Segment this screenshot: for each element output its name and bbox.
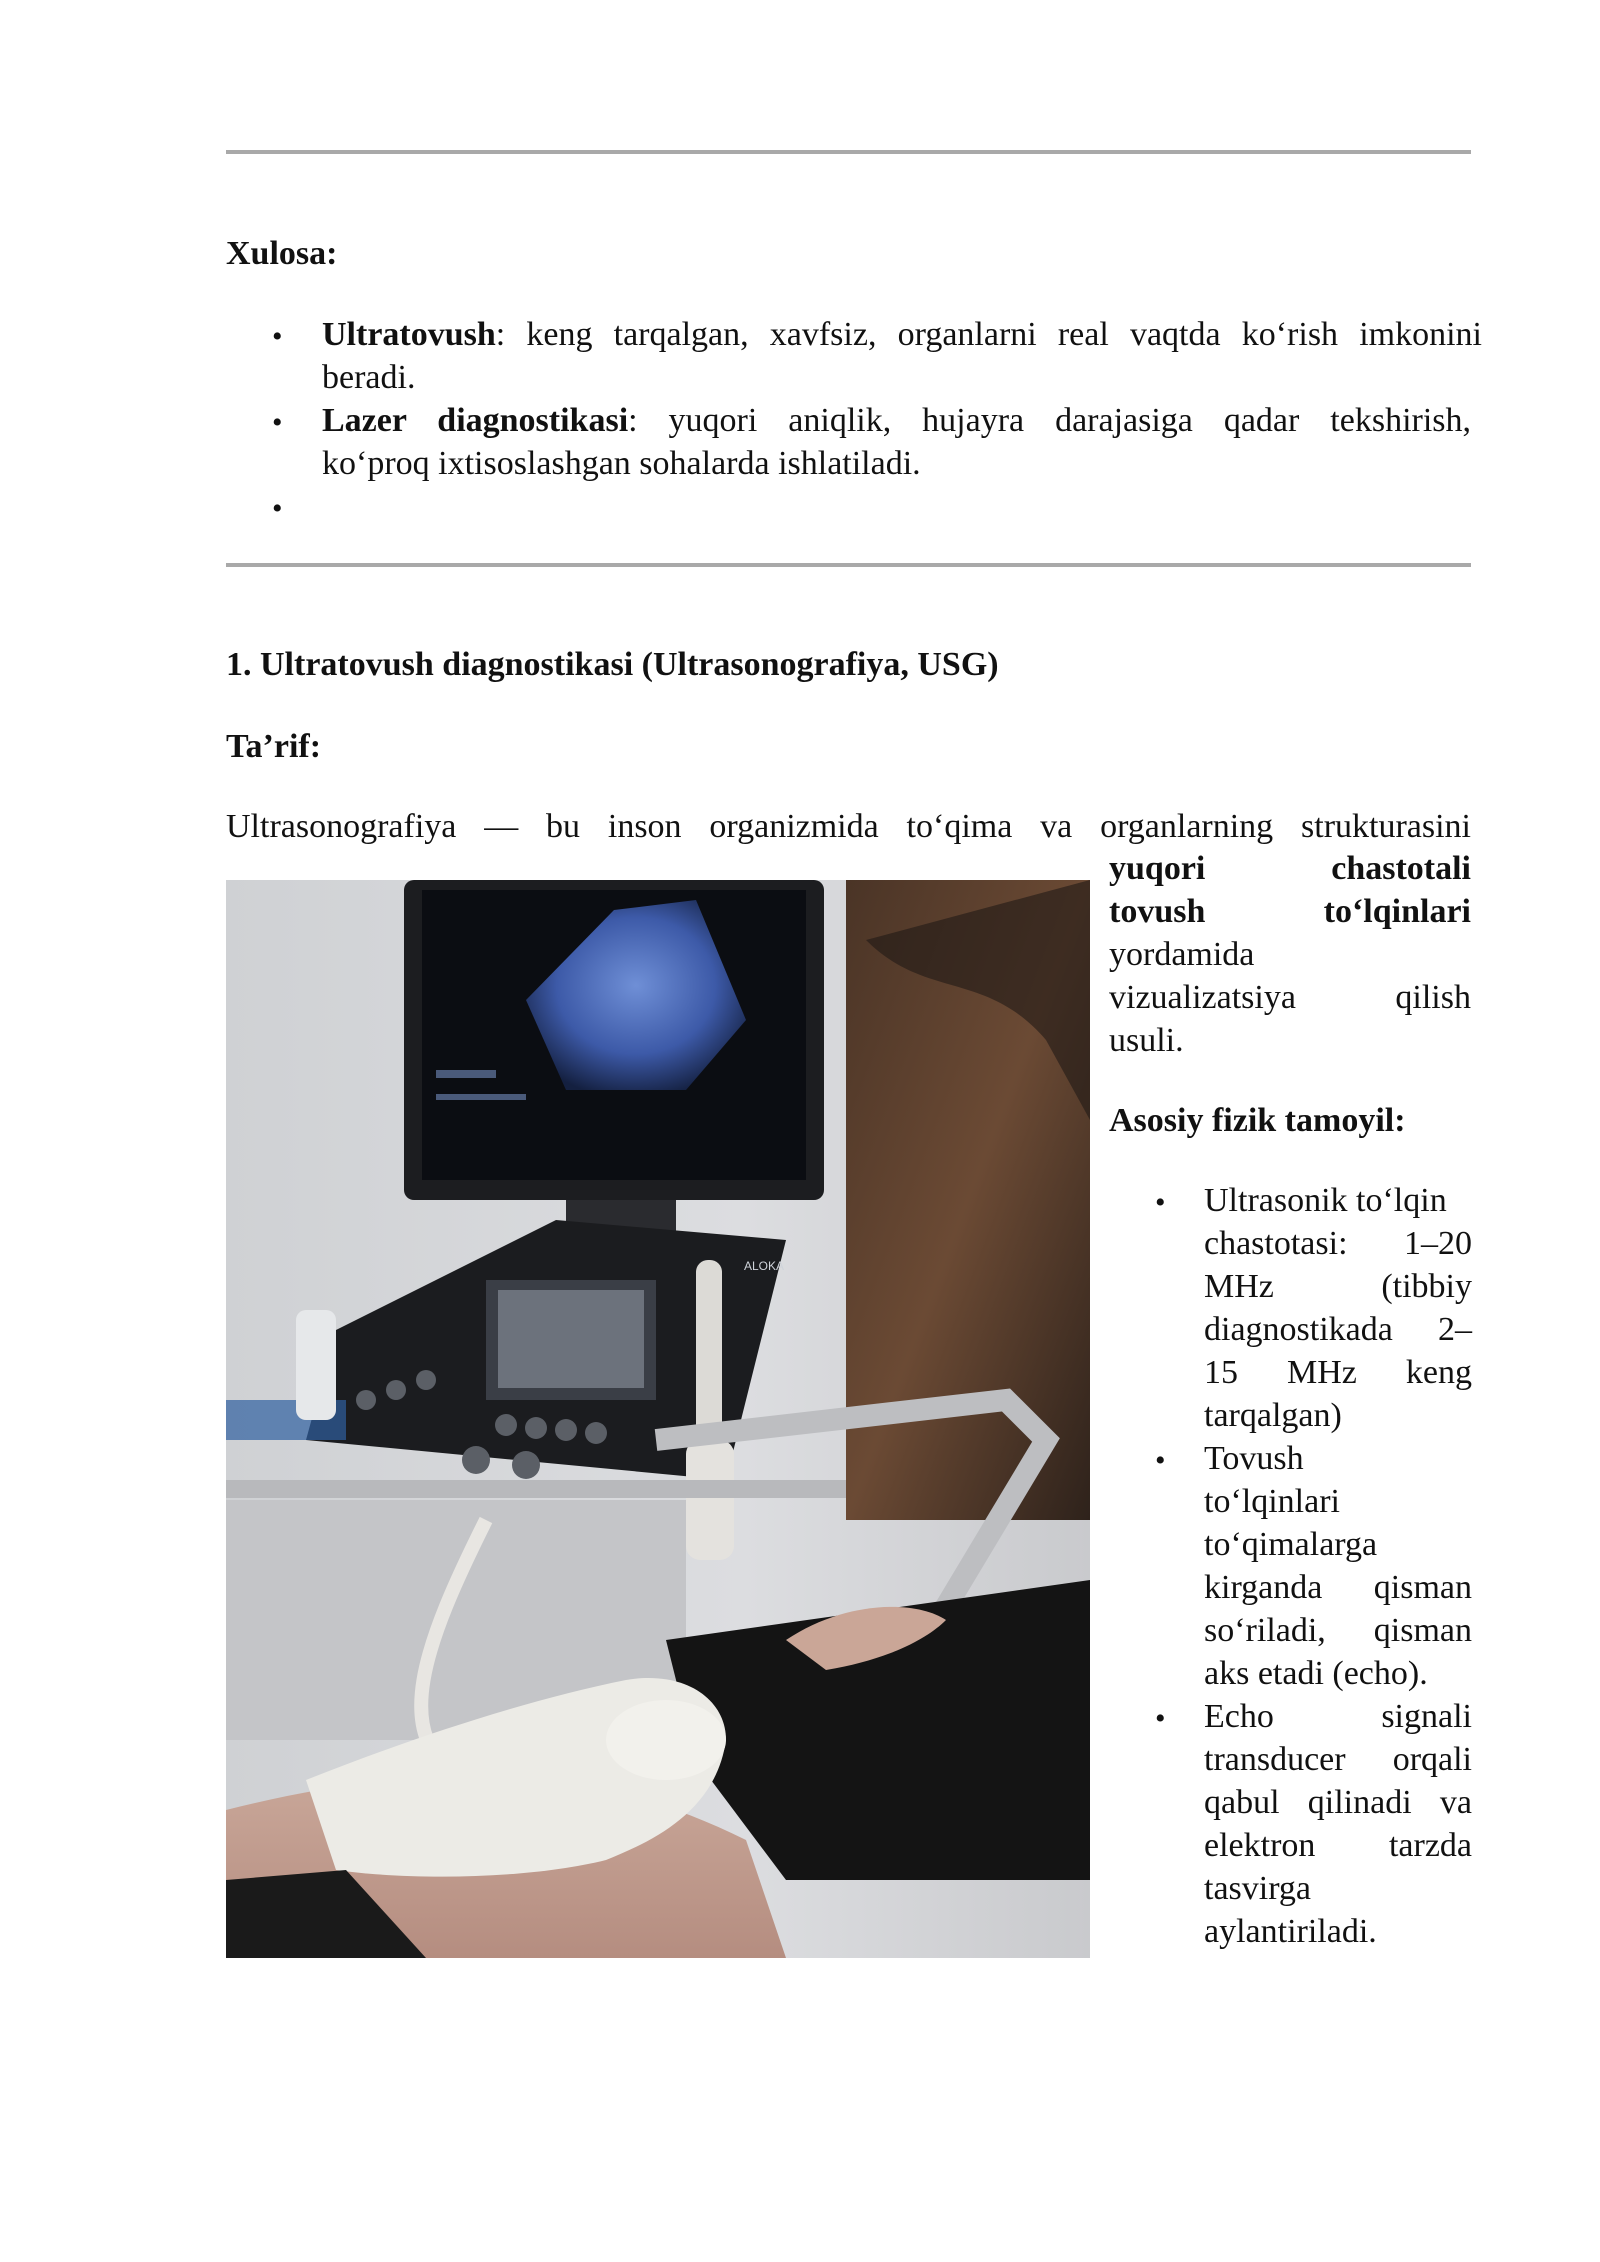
principle-2-line-3: to‘qimalarga bbox=[1204, 1526, 1378, 1563]
summary-item-1-text: : keng tarqalgan, xavfsiz, organlarni real vaqtda ko‘rish imkonini bbox=[495, 316, 1482, 353]
definition-heading: Ta’rif: bbox=[226, 728, 322, 765]
bullet-icon: • bbox=[272, 320, 283, 353]
bullet-icon: • bbox=[272, 406, 283, 439]
summary-item-1-line-2: beradi. bbox=[322, 359, 416, 396]
principle-2-line-4: kirganda qisman bbox=[1204, 1569, 1472, 1606]
definition-wrap-4: vizualizatsiya qilish bbox=[1109, 979, 1471, 1016]
ultrasound-machine-photo bbox=[226, 880, 1090, 1958]
principle-2-line-2: to‘lqinlari bbox=[1204, 1483, 1340, 1520]
principle-1-line-6: tarqalgan) bbox=[1204, 1397, 1342, 1434]
principle-3-line-5: tasvirga bbox=[1204, 1870, 1312, 1907]
principle-1-line-4: diagnostikada 2– bbox=[1204, 1311, 1472, 1348]
summary-item-2-term: Lazer diagnostikasi bbox=[322, 402, 629, 439]
bullet-icon: • bbox=[1155, 1186, 1166, 1219]
principle-2-line-6: aks etadi (echo). bbox=[1204, 1655, 1428, 1692]
bullet-icon: • bbox=[1155, 1444, 1166, 1477]
section-divider bbox=[226, 563, 1471, 567]
empty-bullet-icon: • bbox=[272, 492, 283, 525]
definition-wrap-2: tovush to‘lqinlari bbox=[1109, 893, 1471, 930]
photo-brand-label: ALOKA bbox=[744, 1259, 785, 1273]
summary-item-2-line-2: ko‘proq ixtisoslashgan sohalarda ishlatiladi. bbox=[322, 445, 921, 482]
principle-1-line-3: MHz (tibbiy bbox=[1204, 1268, 1472, 1305]
principle-3-line-6: aylantiriladi. bbox=[1204, 1913, 1377, 1950]
principle-2-line-1: Tovush bbox=[1204, 1440, 1304, 1477]
summary-item-2-line-1 bbox=[322, 399, 1471, 442]
summary-item-1-term: Ultratovush bbox=[322, 316, 496, 353]
section-title: 1. Ultratovush diagnostikasi (Ultrasonografiya, USG) bbox=[226, 646, 999, 683]
definition-wrap-3: yordamida bbox=[1109, 936, 1255, 973]
principle-heading: Asosiy fizik tamoyil: bbox=[1109, 1102, 1406, 1139]
principle-3-line-2: transducer orqali bbox=[1204, 1741, 1472, 1778]
principle-1-line-5: 15 MHz keng bbox=[1204, 1354, 1472, 1391]
principle-1-line-1: Ultrasonik to‘lqin bbox=[1204, 1182, 1447, 1219]
principle-3-line-3: qabul qilinadi va bbox=[1204, 1784, 1472, 1821]
definition-line-1: Ultrasonografiya — bu inson organizmida to‘qima va organlarning strukturasini bbox=[226, 808, 1471, 845]
definition-wrap-5: usuli. bbox=[1109, 1022, 1184, 1059]
principle-3-line-4: elektron tarzda bbox=[1204, 1827, 1472, 1864]
bullet-icon: • bbox=[1155, 1702, 1166, 1735]
principle-2-line-5: so‘riladi, qisman bbox=[1204, 1612, 1472, 1649]
summary-heading: Xulosa: bbox=[226, 235, 338, 272]
summary-item-2-text: : yuqori aniqlik, hujayra darajasiga qadar tekshirish, bbox=[628, 402, 1472, 439]
definition-wrap-1: yuqori chastotali bbox=[1109, 850, 1471, 887]
principle-1-line-2: chastotasi: 1–20 bbox=[1204, 1225, 1472, 1262]
principle-3-line-1: Echo signali bbox=[1204, 1698, 1472, 1735]
top-divider bbox=[226, 150, 1471, 154]
summary-item-1-line-1 bbox=[322, 313, 1482, 356]
